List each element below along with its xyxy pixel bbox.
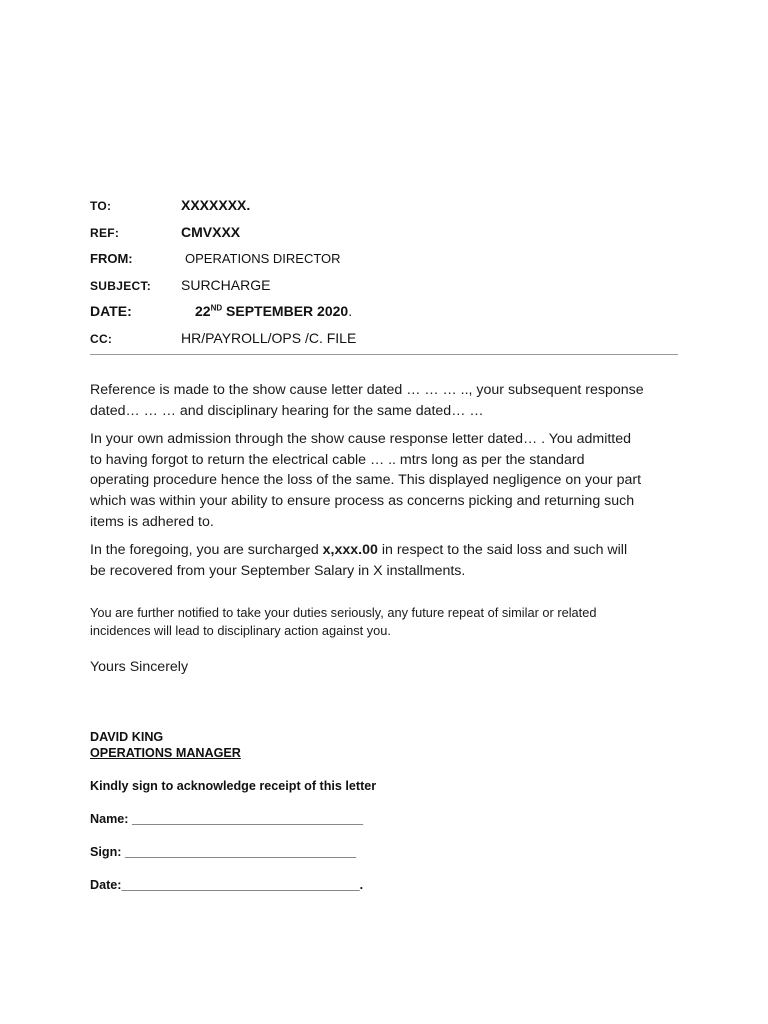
from-value: OPERATIONS DIRECTOR xyxy=(185,251,341,266)
ref-row xyxy=(90,218,680,242)
cc-label: CC: xyxy=(90,332,113,346)
paragraph-line: Reference is made to the show cause letter dated … … … .., your subsequent response xyxy=(90,382,644,398)
date-day-suffix: ND xyxy=(210,303,223,313)
date-day: 22 xyxy=(195,303,211,319)
name-field-line: Name: _________________________________ xyxy=(90,812,364,826)
to-value: XXXXXXX. xyxy=(181,197,251,213)
paragraph-line: to having forgot to return the electrical cable … .. mtrs long as per the standard xyxy=(90,451,585,468)
paragraph-admission xyxy=(90,429,680,533)
paragraph-line: be recovered from your September Salary in X installments. xyxy=(90,562,466,579)
sign-field-line: Sign: _________________________________ xyxy=(90,845,357,859)
paragraph-line: items is adhered to. xyxy=(90,513,214,530)
acknowledge-instruction: Kindly sign to acknowledge receipt of this letter xyxy=(90,779,377,793)
subject-value: SURCHARGE xyxy=(181,277,271,293)
date-label: DATE: xyxy=(90,303,132,319)
subject-row xyxy=(90,271,680,295)
cc-value: HR/PAYROLL/OPS /C. FILE xyxy=(181,330,357,346)
paragraph-line: operating procedure hence the loss of the same. This displayed negligence on your part xyxy=(90,472,642,489)
date-value xyxy=(195,303,352,319)
paragraph-line xyxy=(90,540,680,561)
paragraph-line: You are further notified to take your duties seriously, any future repeat of similar or related xyxy=(90,605,597,620)
date-month-year: SEPTEMBER 2020 xyxy=(226,303,349,319)
paragraph-surcharge xyxy=(90,540,680,581)
subject-label: SUBJECT: xyxy=(90,279,152,293)
header-divider xyxy=(90,354,678,355)
paragraph-line: dated… … … and disciplinary hearing for the same dated… … xyxy=(90,402,484,419)
cc-row xyxy=(90,324,680,348)
signatory-title: OPERATIONS MANAGER xyxy=(90,746,241,760)
ref-value: CMVXXX xyxy=(181,224,241,240)
signatory-name: DAVID KING xyxy=(90,730,164,744)
from-label: FROM: xyxy=(90,251,133,266)
from-row xyxy=(90,244,680,268)
surcharge-amount: x,xxx.00 xyxy=(322,542,378,558)
date-period: . xyxy=(348,303,353,319)
to-row xyxy=(90,191,680,215)
closing-text: Yours Sincerely xyxy=(90,659,189,675)
date-row xyxy=(90,297,680,321)
paragraph-line: incidences will lead to disciplinary action against you. xyxy=(90,623,391,638)
surcharge-text-before: In the foregoing, you are surcharged xyxy=(90,542,323,558)
ref-label: REF: xyxy=(90,226,120,240)
date-field-line: Date:__________________________________. xyxy=(90,878,364,892)
paragraph-line: which was within your ability to ensure process as concerns picking and returning such xyxy=(90,493,635,510)
paragraph-notice xyxy=(90,604,680,640)
surcharge-text-after: in respect to the said loss and such will xyxy=(377,542,628,558)
paragraph-line: In your own admission through the show cause response letter dated… . You admitted xyxy=(90,431,632,447)
paragraph-reference xyxy=(90,380,680,421)
to-label: TO: xyxy=(90,199,112,213)
